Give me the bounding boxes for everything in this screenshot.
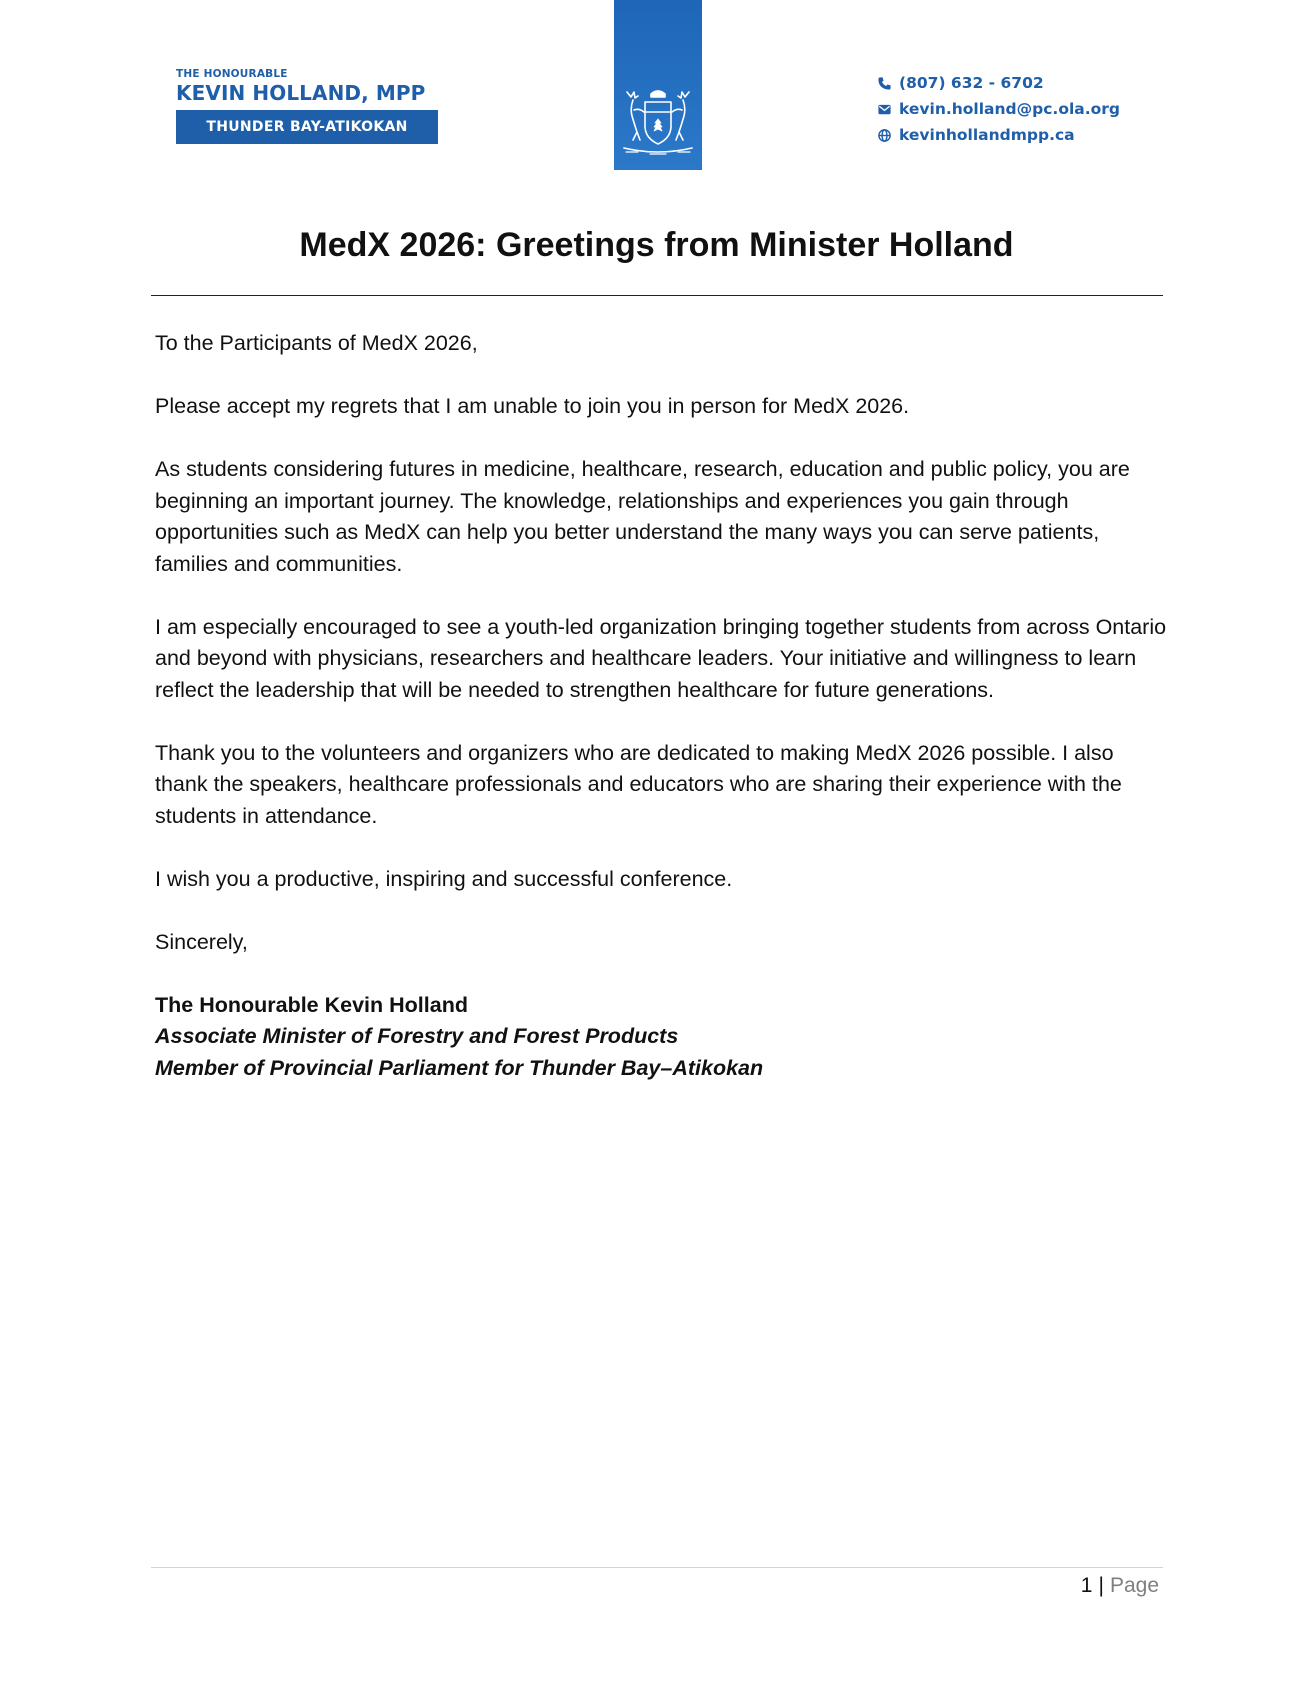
contact-email-row — [876, 96, 1176, 122]
signature-block — [155, 990, 1167, 1085]
page-footer — [1081, 1572, 1159, 1600]
brand-name: KEVIN HOLLAND, MPP — [176, 81, 426, 105]
contact-website-row — [876, 122, 1176, 148]
contact-block — [876, 70, 1176, 148]
paragraph-thanks: Thank you to the volunteers and organizers who are dedicated to making MedX 2026 possible. I also thank the speakers, healthcare professionals and educators who are sharing their experience with the students in attendance. — [155, 740, 1122, 828]
page-title: MedX 2026: Greetings from Minister Holland — [299, 226, 1014, 264]
ontario-coat-of-arms-icon — [618, 86, 698, 162]
signature-role-minister: Associate Minister of Forestry and Forest Products — [155, 1024, 679, 1048]
brand-kicker: THE HONOURABLE — [176, 68, 288, 80]
page-separator: | — [1098, 1574, 1104, 1597]
contact-phone-row — [876, 70, 1176, 96]
paragraph-journey: As students considering futures in medicine, healthcare, research, education and public policy, you are beginning an important journey. The knowledge, relationships and experiences you gain through opportunities such as MedX can help you better understand the many ways you can serve patients, families and communities. — [155, 457, 1130, 576]
footer-divider — [151, 1567, 1163, 1568]
brand-riding-banner: THUNDER BAY-ATIKOKAN — [176, 110, 438, 144]
page-number: 1 — [1080, 1574, 1093, 1597]
contact-phone[interactable]: (807) 632 - 6702 — [899, 74, 1044, 92]
signature-name: The Honourable Kevin Holland — [155, 992, 468, 1017]
paragraph-regrets: Please accept my regrets that I am unable to join you in person for MedX 2026. — [155, 394, 910, 418]
closing: Sincerely, — [155, 929, 248, 954]
letter-body — [155, 328, 1167, 1084]
phone-icon — [876, 75, 892, 91]
title-divider — [151, 295, 1163, 296]
page-label: Page — [1109, 1574, 1159, 1597]
envelope-icon — [876, 101, 892, 117]
globe-icon — [876, 127, 892, 143]
mpp-brand-block — [176, 68, 440, 144]
salutation: To the Participants of MedX 2026, — [155, 331, 478, 355]
contact-website[interactable]: kevinhollandmpp.ca — [899, 126, 1075, 144]
signature-role-mpp: Member of Provincial Parliament for Thunder Bay–Atikokan — [155, 1055, 764, 1080]
crest-banner — [614, 0, 702, 170]
contact-email[interactable]: kevin.holland@pc.ola.org — [899, 100, 1121, 118]
paragraph-youth-led: I am especially encouraged to see a youth-led organization bringing together students from across Ontario and beyond with physicians, researchers and healthcare leaders. Your initiative and willingness to learn reflect the leadership that will be needed to strengthen healthcare for future generations. — [155, 614, 1167, 702]
paragraph-wish: I wish you a productive, inspiring and successful conference. — [155, 866, 733, 891]
